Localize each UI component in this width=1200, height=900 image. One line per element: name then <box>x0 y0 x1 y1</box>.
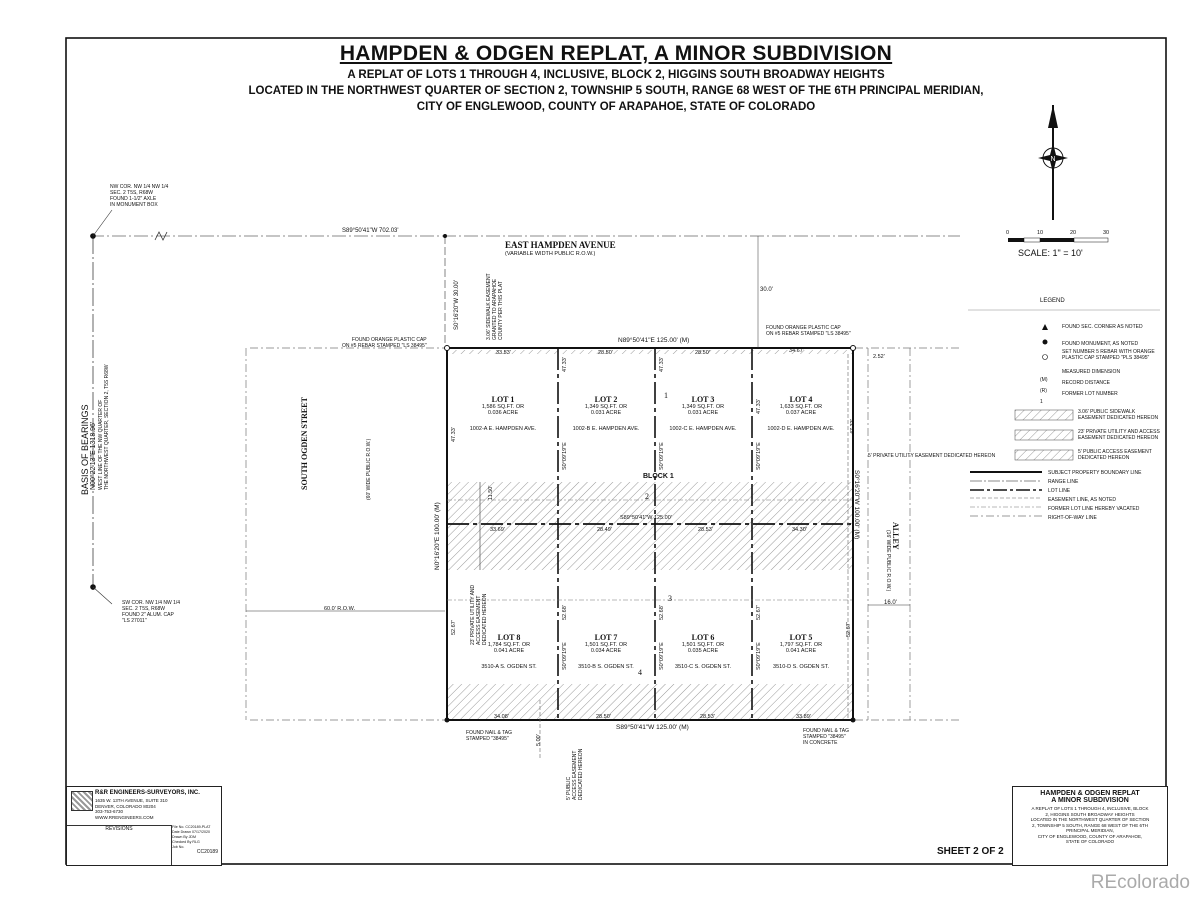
bot-dim-4: 33.89' <box>796 714 811 720</box>
former-lot-number: 1 <box>664 391 668 400</box>
side-dim: 47.33' <box>659 357 665 372</box>
side-dim: 52.67' <box>846 622 852 637</box>
note-private-access: 23' PRIVATE UTILITY AND ACCESS EASEMENT DEDICATED HEREON <box>470 584 488 645</box>
side-dim: 52.67' <box>756 605 762 620</box>
block-label: BLOCK 1 <box>643 473 674 480</box>
plat-subtitle-2: LOCATED IN THE NORTHWEST QUARTER OF SECTION 2, TOWNSHIP 5 SOUTH, RANGE 68 WEST OF THE 6TH PRINCIPAL MERIDIAN, <box>248 85 984 97</box>
scale-tick-10: 10 <box>1037 230 1044 236</box>
top-dim-3: 28.50' <box>695 350 710 356</box>
side-dim: 52.67' <box>451 620 457 635</box>
note-nail-right: FOUND NAIL & TAG STAMPED "38495" IN CONCRETE <box>803 728 850 746</box>
basis-title: BASIS OF BEARINGS <box>80 404 90 495</box>
lot-8: LOT 8 1,784 SQ.FT. OR 0.041 ACRE 3510-A S. OGDEN ST. <box>481 633 537 670</box>
sheet-number: SHEET 2 OF 2 <box>937 846 1004 857</box>
dim-30: 30.0' <box>760 287 773 293</box>
svg-text:N: N <box>1050 156 1056 163</box>
street-sub-hampden: (VARIABLE WIDTH PUBLIC R.O.W.) <box>505 251 596 257</box>
title-block: HAMPDEN & ODGEN REPLAT A MINOR SUBDIVISION A REPLAT OF LOTS 1 THROUGH 4, INCLUSIVE, BLOCK 2, HIGGINS SOUTH BROADWAY HEIGHTS LOCATED IN THE NORTHWEST QUARTER OF SECTION 2, TOWNSHIP 5 SOUTH, RANGE 68 WEST OF THE 6TH PRINCIPAL MERIDIAN, CITY OF ENGLEWOOD, COUNTY OF ARAPAHOE, STATE OF COLORADO <box>1012 786 1168 866</box>
side-dim: 52.68' <box>659 605 665 620</box>
plat-subtitle-1: A REPLAT OF LOTS 1 THROUGH 4, INCLUSIVE, BLOCK 2, HIGGINS SOUTH BROADWAY HEIGHTS <box>347 69 885 81</box>
dim-5-00: 5.00' <box>536 734 542 746</box>
company-logo <box>71 791 93 811</box>
lot-3: LOT 3 1,349 SQ.FT. OR 0.031 ACRE 1002-C E. HAMPDEN AVE. <box>669 395 737 432</box>
lot-6: LOT 6 1,501 SQ.FT. OR 0.035 ACRE 3510-C S. OGDEN ST. <box>675 633 731 670</box>
lot-1: LOT 1 1,586 SQ.FT. OR 0.036 ACRE 1002-A E. HAMPDEN AVE. <box>469 395 537 432</box>
street-label-hampden: EAST HAMPDEN AVENUE <box>505 240 616 250</box>
note-nw-corner: NW COR. NW 1/4 NW 1/4 SEC. 2 T5S, R68W FOUND 1-1/2" AXLE IN MONUMENT BOX <box>110 184 169 208</box>
top-dim-2: 28.50' <box>598 350 613 356</box>
street-label-ogden: SOUTH OGDEN STREET <box>300 397 309 490</box>
legend-title: LEGEND <box>1040 298 1065 304</box>
dim-11-50: 11.50' <box>488 485 494 500</box>
lot-2: LOT 2 1,349 SQ.FT. OR 0.031 ACRE 1002-B E. HAMPDEN AVE. <box>572 395 640 432</box>
lot-4: LOT 4 1,633 SQ.FT. OR 0.037 ACRE 1002-D E. HAMPDEN AVE. <box>767 395 835 432</box>
note-found-cap-left: FOUND ORANGE PLASTIC CAP ON #5 REBAR STAMPED "LS 38495" <box>342 337 427 349</box>
west-bearing: N0°16'20"E 100.00' (M) <box>434 502 441 570</box>
note-found-cap-right: FOUND ORANGE PLASTIC CAP ON #5 REBAR STAMPED "LS 38495" <box>766 325 851 337</box>
top-dim-4: 34.67' <box>789 348 804 354</box>
lot-bearing: S0°09'19"E <box>659 642 665 670</box>
private-access-easement <box>447 482 853 570</box>
street-bearing: S89°50'41"W 702.03' <box>342 228 399 234</box>
dim-16: 16.0' <box>884 600 897 606</box>
bot-dim-1: 34.08' <box>494 714 509 720</box>
legend-corner-icon <box>1042 324 1048 330</box>
note-sidewalk-easement: 3.06' SIDEWALK EASEMENT GRANTED TO ARAPAHOE COUNTY PER THIS PLAT <box>486 273 504 340</box>
bot-dim-2: 28.50' <box>596 714 611 720</box>
side-dim: 47.33' <box>562 357 568 372</box>
mid-dim-1: 33.69' <box>490 527 505 533</box>
former-lot-number: 3 <box>668 594 672 603</box>
legend-line-list: SUBJECT PROPERTY BOUNDARY LINE RANGE LINE LOT LINE EASEMENT LINE, AS NOTED FORMER LOT LINE HEREBY VACATED RIGHT-OF-WAY LINE <box>1048 470 1142 521</box>
note-public-access: 5' PUBLIC ACCESS EASEMENT DEDICATED HEREON <box>566 748 584 800</box>
lot-5: LOT 5 1,797 SQ.FT. OR 0.041 ACRE 3510-D S. OGDEN ST. <box>773 633 829 670</box>
lot-bearing: S0°09'19"E <box>562 642 568 670</box>
basis-text-2: WEST LINE OF THE NW QUARTER OF <box>98 399 104 490</box>
plat-subtitle-3: CITY OF ENGLEWOOD, COUNTY OF ARAPAHOE, STATE OF COLORADO <box>416 101 816 113</box>
side-dim: 47.33' <box>451 427 457 442</box>
former-lot-number: 4 <box>638 668 642 677</box>
plat-title: HAMPDEN & ODGEN REPLAT, A MINOR SUBDIVISION <box>339 42 893 65</box>
note-private-utility: 5' PRIVATE UTILITY EASEMENT DEDICATED HEREON <box>868 453 996 459</box>
legend-list: FOUND SEC. CORNER AS NOTED FOUND MONUMENT, AS NOTED SET NUMBER 5 REBAR WITH ORANGE PLASTIC CAP STAMPED "PLS 38495" MEASURED DIMENSION RECORD DISTANCE FORMER LOT NUMBER <box>1062 324 1155 397</box>
alley-sub: (16' WIDE PUBLIC R.O.W.) <box>885 530 891 592</box>
basis-text-1: N00°22'13"E 1318.96' <box>90 421 97 490</box>
scale-bar <box>1008 238 1108 242</box>
bottom-bearing: S89°50'41"W 125.00' (M) <box>616 724 689 731</box>
legend-symbols: (M) (R) 1 <box>1040 377 1048 405</box>
note-nail-left: FOUND NAIL & TAG STAMPED "38495" <box>466 730 513 742</box>
company-meta: File No. CC20189-PLAT Date Drawn 07/17/2020 Drawn By JDM Checked By RLG Job No. CC20189 <box>171 825 222 865</box>
side-dim: 47.33' <box>756 399 762 414</box>
mid-bearing: S89°50'41"W 125.00' <box>620 515 672 521</box>
legend-hatch-list: 3.06' PUBLIC SIDEWALK EASEMENT DEDICATED HEREON 23' PRIVATE UTILITY AND ACCESS EASEMENT DEDICATED HEREON 5' PUBLIC ACCESS EASEMENT DEDICATED HEREON <box>1078 409 1160 461</box>
lot-bearing: S0°09'19"E <box>562 442 568 470</box>
lot-bearing: S0°09'19"E <box>756 442 762 470</box>
lot-bearing: S0°09'19"E <box>756 642 762 670</box>
company-box: R&R ENGINEERS-SURVEYORS, INC. 1635 W. 13TH AVENUE, SUITE 310 DENVER, COLORADO 80204 303-753-6730 WWW.RRENGINEERS.COM REVISIONS File No. CC20189-PLAT Date Drawn 07/17/2020 Drawn By JDM Checked By RLG Job No. CC20189 <box>66 786 222 866</box>
scale-tick-0: 0 <box>1006 230 1010 236</box>
scale-label: SCALE: 1" = 10' <box>1018 248 1083 258</box>
note-sw-corner: SW COR. NW 1/4 NW 1/4 SEC. 2 T5S, R68W FOUND 2" ALUM. CAP "LS 27011" <box>122 600 181 624</box>
sheet-border <box>66 38 1166 864</box>
mid-dim-3: 28.53' <box>698 527 713 533</box>
basis-text-3: THE NORTHWEST QUARTER, SECTION 2, T5S R68W <box>104 364 110 490</box>
north-arrow-icon <box>1038 105 1068 220</box>
former-lot-number: 2 <box>645 492 649 501</box>
lot-bearing: S0°09'19"E <box>659 442 665 470</box>
side-dim: 52.68' <box>562 605 568 620</box>
lot-7: LOT 7 1,501 SQ.FT. OR 0.034 ACRE 3510-B S. OGDEN ST. <box>578 633 634 670</box>
street-sub-ogden: (60' WIDE PUBLIC R.O.W.) <box>366 438 372 500</box>
top-bearing: N89°50'41"E 125.00' (M) <box>618 337 690 344</box>
watermark: REcolorado <box>1090 872 1190 893</box>
side-dim: 47.33' <box>850 419 856 434</box>
dim-2-52: 2.52' <box>873 354 885 360</box>
mid-dim-2: 28.49' <box>597 527 612 533</box>
mid-dim-4: 34.30' <box>792 527 807 533</box>
east-bearing: S0°16'20"W 100.00' (M) <box>853 470 860 540</box>
legend-rebar-icon <box>1043 355 1048 360</box>
scale-tick-20: 20 <box>1070 230 1077 236</box>
row-60-label: 60.0' R.O.W. <box>324 606 356 612</box>
alley-label: ALLEY <box>891 522 900 550</box>
top-dim-1: 33.53' <box>496 350 511 356</box>
legend-monument-icon <box>1043 340 1048 345</box>
bot-dim-3: 28.53' <box>700 714 715 720</box>
north-row-bearing: S0°16'20"W 30.00' <box>454 280 460 330</box>
scale-tick-30: 30 <box>1103 230 1110 236</box>
